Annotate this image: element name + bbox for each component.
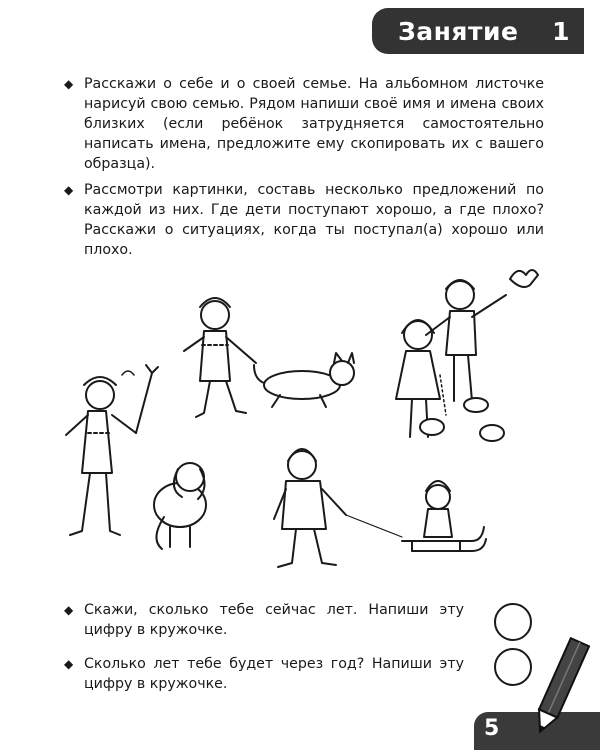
question-text: Скажи, сколько тебе сейчас лет. Напиши эту цифру в кружочке. xyxy=(84,602,464,638)
lesson-header xyxy=(372,8,584,54)
dog-sitting-figure xyxy=(154,463,206,549)
diamond-bullet-icon: ◆ xyxy=(64,77,74,91)
pencil-icon xyxy=(530,632,590,742)
instruction-text: Рассмотри картинки, составь несколько предложений по каждой из них. Где дети поступают хорошо, а где плохо? Расскажи о ситуациях, когда ты поступал(а) хорошо или плохо. xyxy=(84,182,544,258)
boy-with-stick-figure xyxy=(66,365,158,535)
diamond-bullet-icon: ◆ xyxy=(64,183,74,197)
instruction-item xyxy=(64,180,544,260)
children-illustration xyxy=(40,255,560,585)
instruction-item xyxy=(64,74,544,174)
boy-with-sled-figure xyxy=(274,449,486,567)
diamond-bullet-icon: ◆ xyxy=(64,603,74,617)
boy-pulling-cat-figure xyxy=(184,298,354,417)
question-text: Сколько лет тебе будет через год? Напиши эту цифру в кружочке. xyxy=(84,656,464,692)
question-item xyxy=(64,654,464,694)
children-feeding-birds-figure xyxy=(396,270,538,441)
question-item xyxy=(64,600,464,640)
page-number: 5 xyxy=(484,716,500,741)
answer-circle-current-age[interactable] xyxy=(494,603,532,641)
instructions-list xyxy=(64,74,544,266)
instruction-text: Расскажи о себе и о своей семье. На альбомном листочке нарисуй свою семью. Рядом напиши своё имя и имена своих близких (если ребёнок затрудняется самостоятельно написать имена, предложите ему скопировать их с вашего образца). xyxy=(84,76,544,172)
lesson-title: Занятие xyxy=(398,16,519,46)
diamond-bullet-icon: ◆ xyxy=(64,657,74,671)
answer-circle-next-year-age[interactable] xyxy=(494,648,532,686)
lesson-number: 1 xyxy=(552,16,570,46)
questions-list xyxy=(64,600,464,708)
